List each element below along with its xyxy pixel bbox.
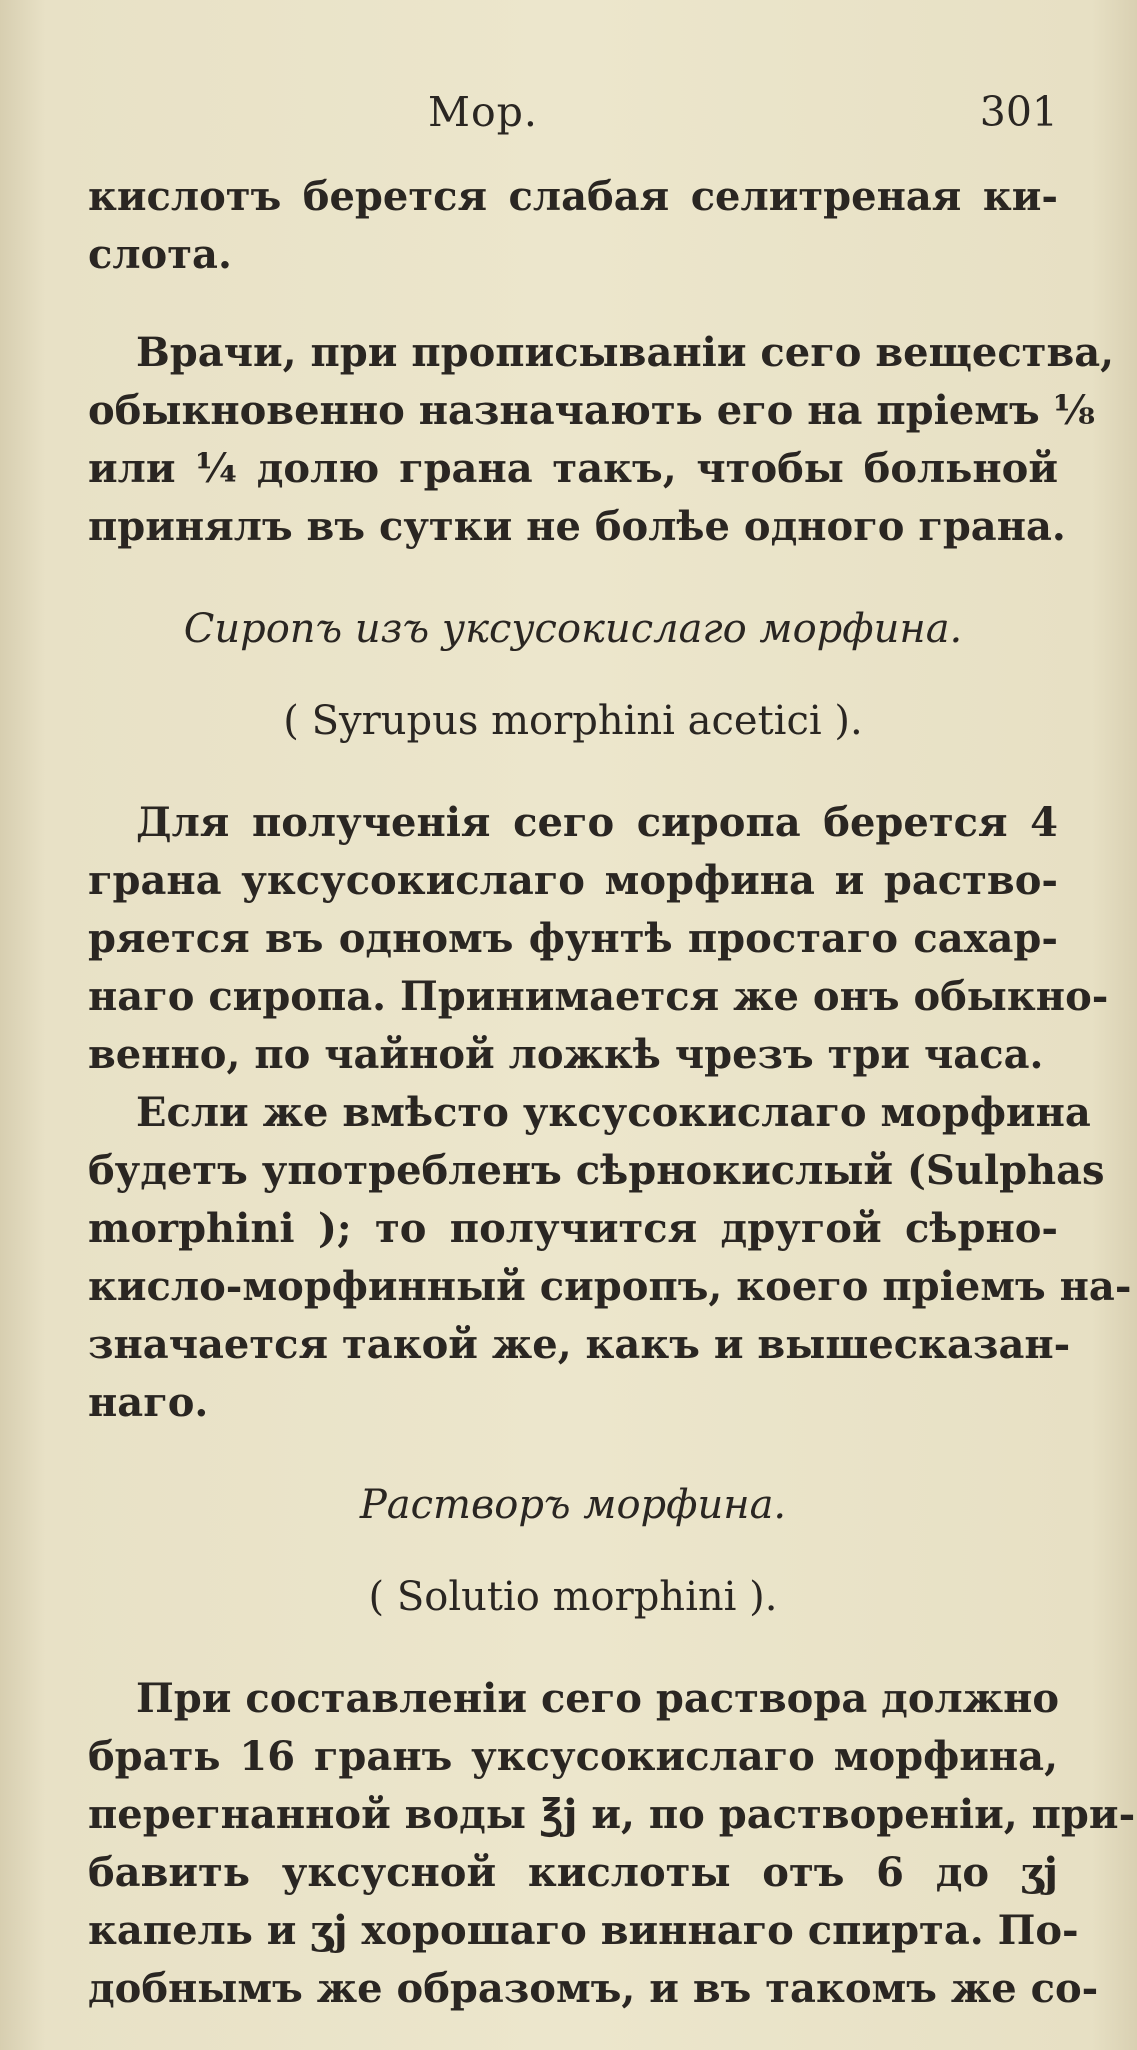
paragraph-3: [88, 794, 1109, 1084]
text-line: обыкновенно назначають его на пріемъ ⅛: [88, 387, 1096, 434]
text-line: добнымъ же образомъ, и въ такомъ же со-: [88, 1965, 1099, 2012]
text-line: morphini ); то получится другой сѣрно-: [88, 1205, 1058, 1252]
text-line: перегнанной воды ℥j и, по растворенiи, при-: [88, 1791, 1136, 1838]
text-line: кислотъ берется слабая селитреная ки-: [88, 173, 1058, 220]
page-body: [88, 168, 1136, 2018]
page-number: 301: [979, 88, 1058, 136]
section-heading: Сиропъ изъ уксусокислаго морфина.: [183, 606, 963, 652]
text-line: значается такой же, какъ и вышесказан-: [88, 1321, 1071, 1368]
paragraph-5: [88, 1670, 1136, 2018]
text-line: или ¼ долю грана такъ, чтобы больной: [88, 445, 1058, 492]
section-heading: Растворъ морфина.: [359, 1482, 787, 1528]
text-line: капель и ʒj хорошаго виннаго спирта. По-: [88, 1907, 1079, 1954]
text-line: принялъ въ сутки не болѣе одного грана.: [88, 503, 1066, 550]
text-line: наго сиропа. Принимается же онъ обыкно-: [88, 973, 1109, 1020]
latin-title: ( Solutio morphini ).: [368, 1574, 778, 1620]
text-line: ряется въ одномъ фунтѣ простаго сахар-: [88, 915, 1058, 962]
paragraph-1: [88, 168, 1058, 284]
paragraph-4: [88, 1084, 1132, 1432]
text-line: будетъ употребленъ сѣрнокислый (Sulphas: [88, 1147, 1105, 1194]
text-line: Если же вмѣсто уксусокислаго морфина: [136, 1089, 1091, 1136]
page-header: [88, 88, 1058, 148]
paragraph-2: [88, 324, 1115, 556]
text-line: Для полученія сего сиропа берется 4: [136, 799, 1058, 846]
text-line: брать 16 гранъ уксусокислаго морфина,: [88, 1733, 1058, 1780]
text-line: бавить уксусной кислоты отъ 6 до ʒj: [88, 1849, 1058, 1896]
text-line: венно, по чайной ложкѣ чрезъ три часа.: [88, 1031, 1044, 1078]
text-line: кисло-морфинный сиропъ, коего пріемъ на-: [88, 1263, 1132, 1310]
running-head: Мор.: [428, 88, 538, 136]
text-line: слота.: [88, 231, 232, 278]
text-line: грана уксусокислаго морфина и раство-: [88, 857, 1058, 904]
text-line: Врачи, при прописываніи сего вещества,: [136, 329, 1115, 376]
text-line: наго.: [88, 1379, 209, 1426]
latin-title: ( Syrupus morphini acetici ).: [283, 698, 863, 744]
text-line: При составленіи сего раствора должно: [136, 1675, 1060, 1722]
